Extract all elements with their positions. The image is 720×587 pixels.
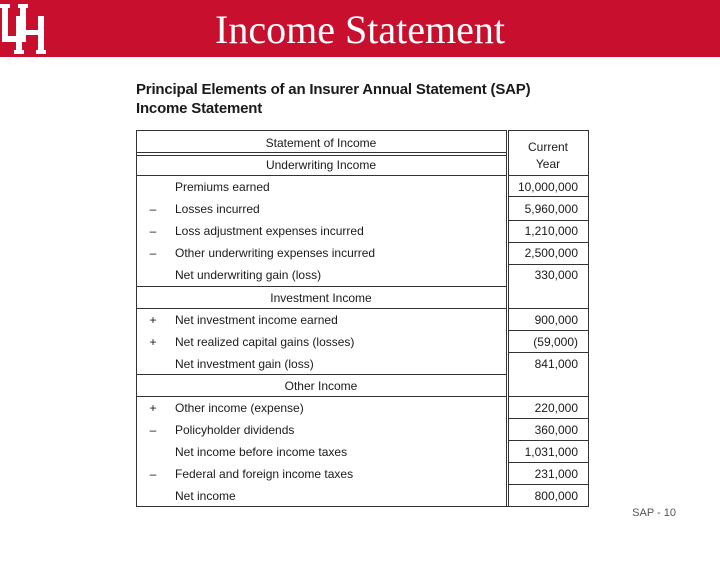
row-value: 2,500,000 [524, 246, 578, 260]
section-investment: Investment Income [270, 291, 372, 305]
row-label: Net underwriting gain (loss) [175, 268, 322, 282]
row-value: 900,000 [534, 313, 578, 327]
row-label: Premiums earned [175, 180, 270, 194]
row-label: Losses incurred [175, 202, 260, 216]
section-other: Other Income [284, 379, 358, 393]
row-sign: – [149, 467, 157, 481]
row-label: Federal and foreign income taxes [175, 467, 354, 481]
row-value: 231,000 [534, 467, 578, 481]
row-label: Net investment gain (loss) [175, 357, 314, 371]
row-label: Net realized capital gains (losses) [175, 335, 355, 349]
row-label: Net income [175, 489, 236, 503]
row-sign: + [149, 313, 157, 327]
row-value: 841,000 [534, 357, 578, 371]
row-value: 10,000,000 [517, 180, 578, 194]
row-sign: + [149, 335, 157, 349]
row-value: 360,000 [534, 423, 578, 437]
row-label: Other underwriting expenses incurred [175, 246, 376, 260]
document-heading-line1: Principal Elements of an Insurer Annual Statement (SAP) [136, 81, 531, 98]
row-sign: – [149, 224, 157, 238]
row-value: 330,000 [534, 268, 578, 282]
row-label: Policyholder dividends [175, 423, 295, 437]
row-sign: – [149, 423, 157, 437]
column-header-year: Year [535, 157, 561, 171]
row-value: 800,000 [534, 489, 578, 503]
row-value: 220,000 [534, 401, 578, 415]
row-value: 1,031,000 [524, 445, 578, 459]
scanned-document [136, 80, 596, 510]
slide-title: Income Statement [215, 7, 505, 52]
income-statement-table [136, 130, 589, 587]
row-value: (59,000) [533, 335, 578, 349]
row-sign: – [149, 202, 157, 216]
slide-number: SAP - 10 [632, 507, 676, 519]
row-label: Loss adjustment expenses incurred [175, 224, 364, 238]
section-underwriting: Underwriting Income [265, 158, 377, 172]
row-value: 5,960,000 [524, 202, 578, 216]
row-sign: + [149, 401, 157, 415]
row-label: Net investment income earned [175, 313, 338, 327]
document-heading [136, 80, 530, 118]
column-header-current: Current [527, 140, 568, 154]
row-value: 1,210,000 [524, 224, 578, 238]
document-heading-line2: Income Statement [136, 100, 262, 117]
row-label: Other income (expense) [175, 401, 304, 415]
column-header-statement: Statement of Income [265, 136, 377, 150]
slide-header [0, 0, 720, 57]
row-sign: – [149, 246, 157, 260]
row-label: Net income before income taxes [175, 445, 348, 459]
